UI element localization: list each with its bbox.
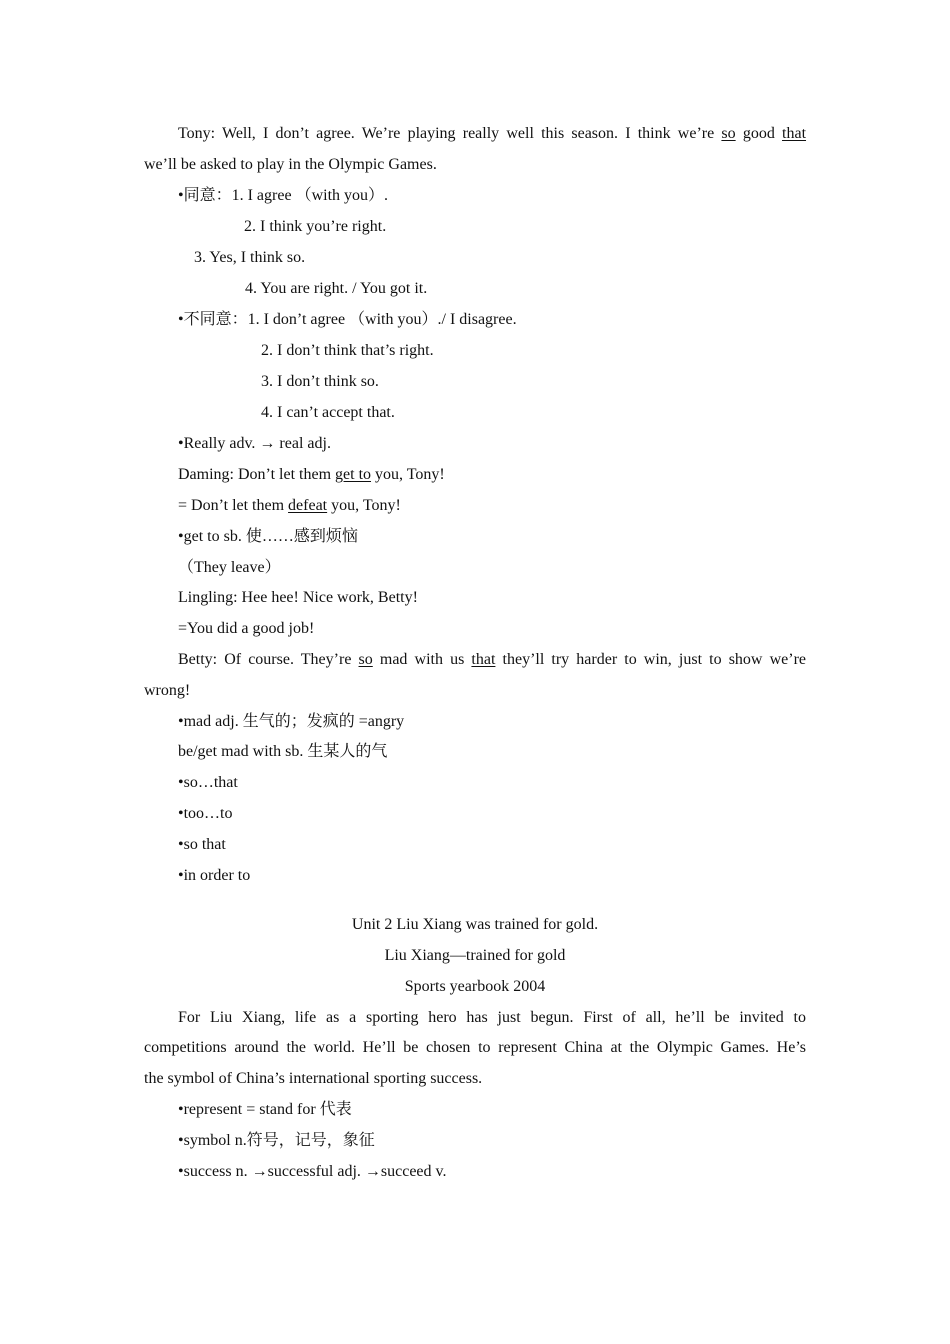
text-run: mad with us [379, 651, 465, 668]
agree-heading: •同意：1. I agree （with you）. [178, 187, 389, 204]
text-run: Betty: Of course. They’re [178, 651, 352, 668]
text-run: you, Tony! [371, 466, 445, 483]
disagree-item-4: 4. I can’t accept that. [261, 404, 395, 421]
note-really: •Really adv. → real adj. [178, 435, 331, 452]
paragraph-line-3: the symbol of China’s international sporting success. [144, 1070, 483, 1087]
note-get-to: •get to sb. 使……感到烦恼 [178, 528, 358, 545]
underlined-get-to: get to [335, 466, 372, 483]
text-run: Tony: Well, I don’t agree. We’re playing really well this season. I think we’re [178, 125, 715, 142]
disagree-item-2: 2. I don’t think that’s right. [261, 342, 434, 359]
note-represent: •represent = stand for 代表 [178, 1101, 352, 1118]
note-so-that-2: •so that [178, 836, 226, 853]
note-in-order-to: •in order to [178, 867, 251, 884]
text-run: they’ll try harder to win, just to show we’re [502, 651, 807, 668]
text-run: = Don’t let them [178, 497, 289, 514]
note-so-that-1: •so…that [178, 774, 238, 791]
paraphrase-good-job: =You did a good job! [178, 620, 315, 637]
underlined-that: that [782, 125, 807, 142]
note-mad: •mad adj. 生气的；发疯的 =angry [178, 713, 405, 730]
dialogue-tony-line-2: we’ll be asked to play in the Olympic Games. [144, 156, 437, 173]
agree-item-2: 2. I think you’re right. [244, 218, 387, 235]
unit-subtitle: Liu Xiang—trained for gold [384, 947, 566, 964]
underlined-so: so [358, 651, 373, 668]
agree-item-3: 3. Yes, I think so. [194, 249, 306, 266]
note-get-mad: be/get mad with sb. 生某人的气 [178, 743, 388, 760]
unit-source: Sports yearbook 2004 [404, 978, 546, 995]
text-run: you, Tony! [327, 497, 401, 514]
agree-item-4: 4. You are right. / You got it. [245, 280, 428, 297]
text-run: good [742, 125, 775, 142]
unit-title: Unit 2 Liu Xiang was trained for gold. [351, 916, 599, 933]
dialogue-betty-line-2: wrong! [144, 682, 191, 699]
dialogue-lingling: Lingling: Hee hee! Nice work, Betty! [178, 589, 418, 606]
disagree-heading: •不同意：1. I don’t agree （with you）./ I disagree. [178, 311, 517, 328]
paragraph-line-2: competitions around the world. He’ll be chosen to represent China at the Olympic Games. He’s [144, 1039, 806, 1056]
stage-direction: （They leave） [178, 559, 281, 576]
note-success: •success n. →successful adj. →succeed v. [178, 1163, 447, 1180]
note-symbol: •symbol n.符号，记号，象征 [178, 1132, 375, 1149]
text-run: Daming: Don’t let them [178, 466, 336, 483]
note-too-to: •too…to [178, 805, 233, 822]
disagree-item-3: 3. I don’t think so. [261, 373, 379, 390]
underlined-that: that [471, 651, 496, 668]
dialogue-daming [178, 465, 840, 485]
dialogue-tony-line-1 [144, 124, 806, 144]
paragraph-line-1: For Liu Xiang, life as a sporting hero has just begun. First of all, he’ll be invited to [178, 1009, 806, 1026]
paraphrase-defeat [178, 496, 840, 516]
dialogue-betty-line-1 [144, 650, 806, 670]
underlined-so: so [721, 125, 736, 142]
underlined-defeat: defeat [288, 497, 328, 514]
